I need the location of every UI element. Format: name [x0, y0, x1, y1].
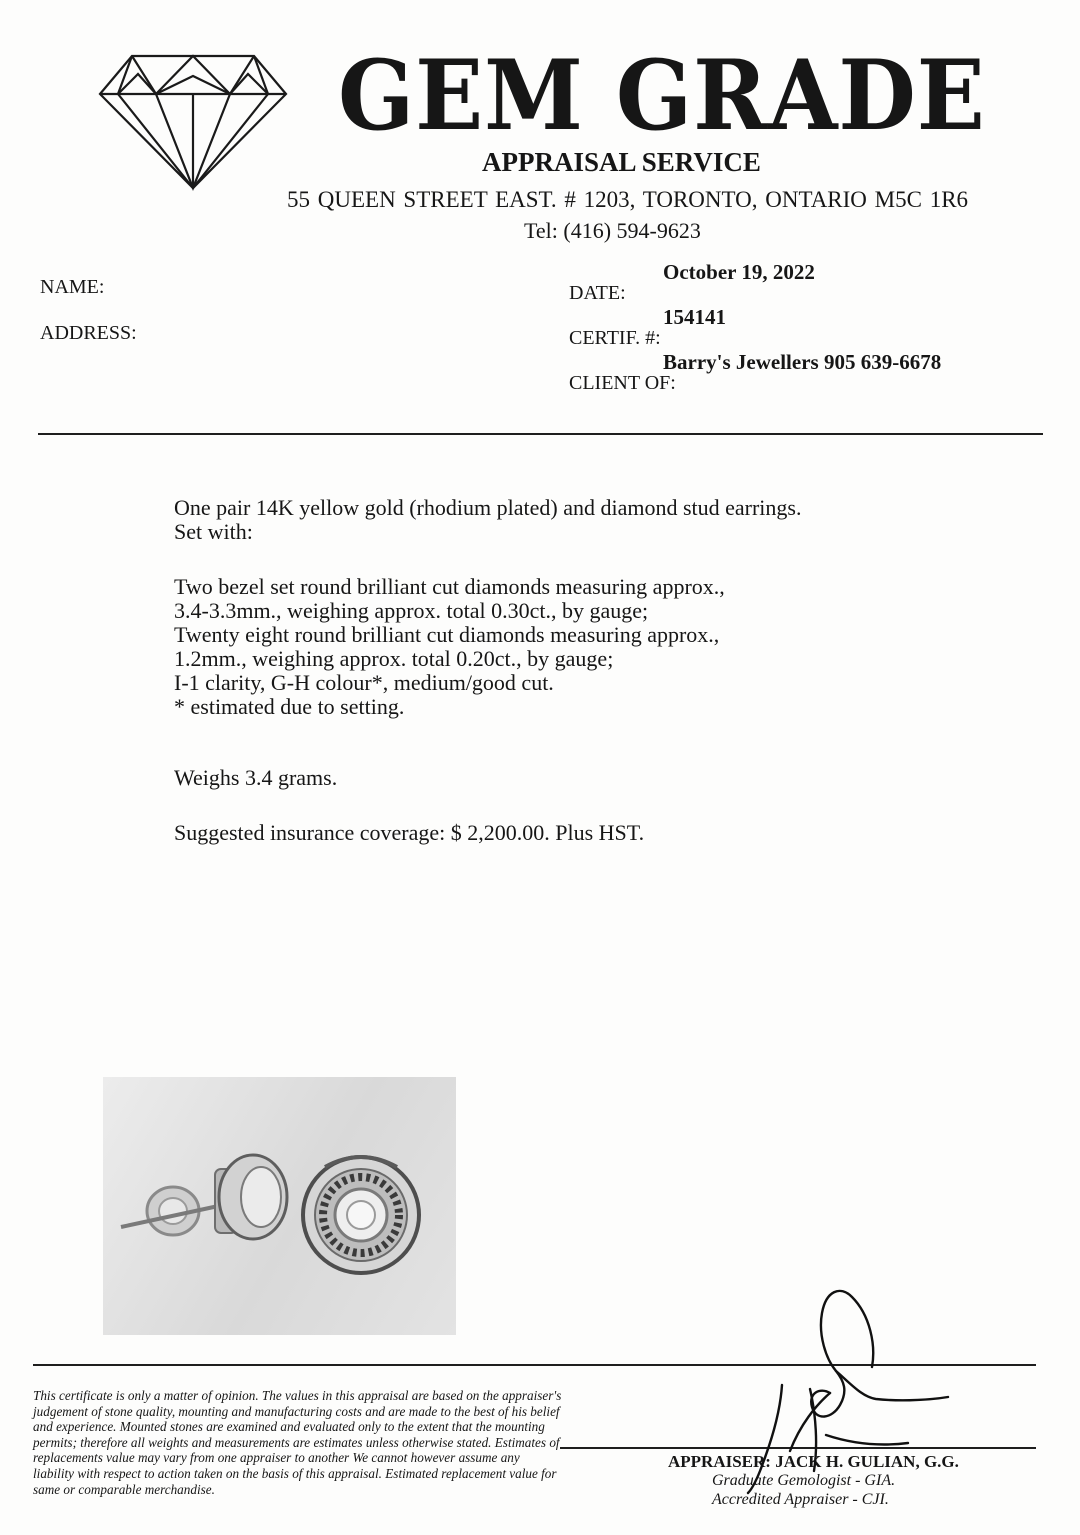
appraiser-credential-gia: Graduate Gemologist - GIA. [712, 1472, 896, 1489]
disclaimer-text [33, 1388, 562, 1497]
diamond-logo-icon [96, 52, 290, 192]
item-description [174, 496, 801, 544]
disclaimer-line: permits; therefore all weights and measurements are estimates unless otherwise stated. Estimates of [33, 1434, 560, 1450]
disclaimer-line: same or comparable merchandise. [33, 1481, 215, 1497]
appraiser-credential-cji: Accredited Appraiser - CJI. [712, 1491, 889, 1508]
header-divider [38, 433, 1043, 435]
insurance-line: Suggested insurance coverage: $ 2,200.00. Plus HST. [174, 820, 645, 845]
stone-line: * estimated due to setting. [174, 694, 405, 719]
company-address: 55 QUEEN STREET EAST. # 1203, TORONTO, ONTARIO M5C 1R6 [287, 187, 969, 212]
signature-icon [640, 1275, 960, 1500]
stone-line: 3.4-3.3mm., weighing approx. total 0.30ct., by gauge; [174, 598, 649, 623]
company-phone: Tel: (416) 594-9623 [524, 218, 701, 243]
disclaimer-line: liability with respect to action taken on the basis of this appraisal. Estimated replacement value for [33, 1465, 557, 1481]
item-line: One pair 14K yellow gold (rhodium plated) and diamond stud earrings. [174, 495, 802, 520]
stone-line: 1.2mm., weighing approx. total 0.20ct., by gauge; [174, 646, 614, 671]
disclaimer-line: judgement of stone quality, mounting and manufacturing costs and are made to the best of his belief [33, 1403, 560, 1419]
service-subtitle: APPRAISAL SERVICE [482, 147, 761, 177]
stud-earrings-icon [103, 1077, 456, 1335]
company-name: GEM GRADE [338, 39, 986, 152]
disclaimer-line: replacements value may vary from one appraiser to another We cannot however assume any [33, 1450, 520, 1466]
client-of-value: Barry's Jewellers 905 639-6678 [663, 350, 942, 374]
disclaimer-line: and experience. Mounted stones are examined and evaluated only to the extent that the mounting [33, 1419, 545, 1435]
date-label: DATE: [569, 282, 626, 304]
weight-line: Weighs 3.4 grams. [174, 765, 338, 790]
certificate-label: CERTIF. #: [569, 327, 661, 349]
date-value: October 19, 2022 [663, 260, 815, 284]
earrings-photo [103, 1077, 456, 1335]
stone-details [174, 575, 725, 719]
certificate-number: 154141 [663, 305, 726, 329]
item-line: Set with: [174, 519, 253, 544]
client-of-label: CLIENT OF: [569, 372, 676, 394]
name-label: NAME: [40, 276, 105, 298]
disclaimer-line: This certificate is only a matter of opinion. The values in this appraisal are based on the appraiser's [33, 1388, 562, 1403]
stone-line: Two bezel set round brilliant cut diamonds measuring approx., [174, 574, 725, 599]
stone-line: Twenty eight round brilliant cut diamonds measuring approx., [174, 622, 720, 647]
address-label: ADDRESS: [40, 322, 137, 344]
stone-line: I-1 clarity, G-H colour*, medium/good cut. [174, 670, 554, 695]
appraiser-name: APPRAISER: JACK H. GULIAN, G.G. [668, 1452, 959, 1471]
